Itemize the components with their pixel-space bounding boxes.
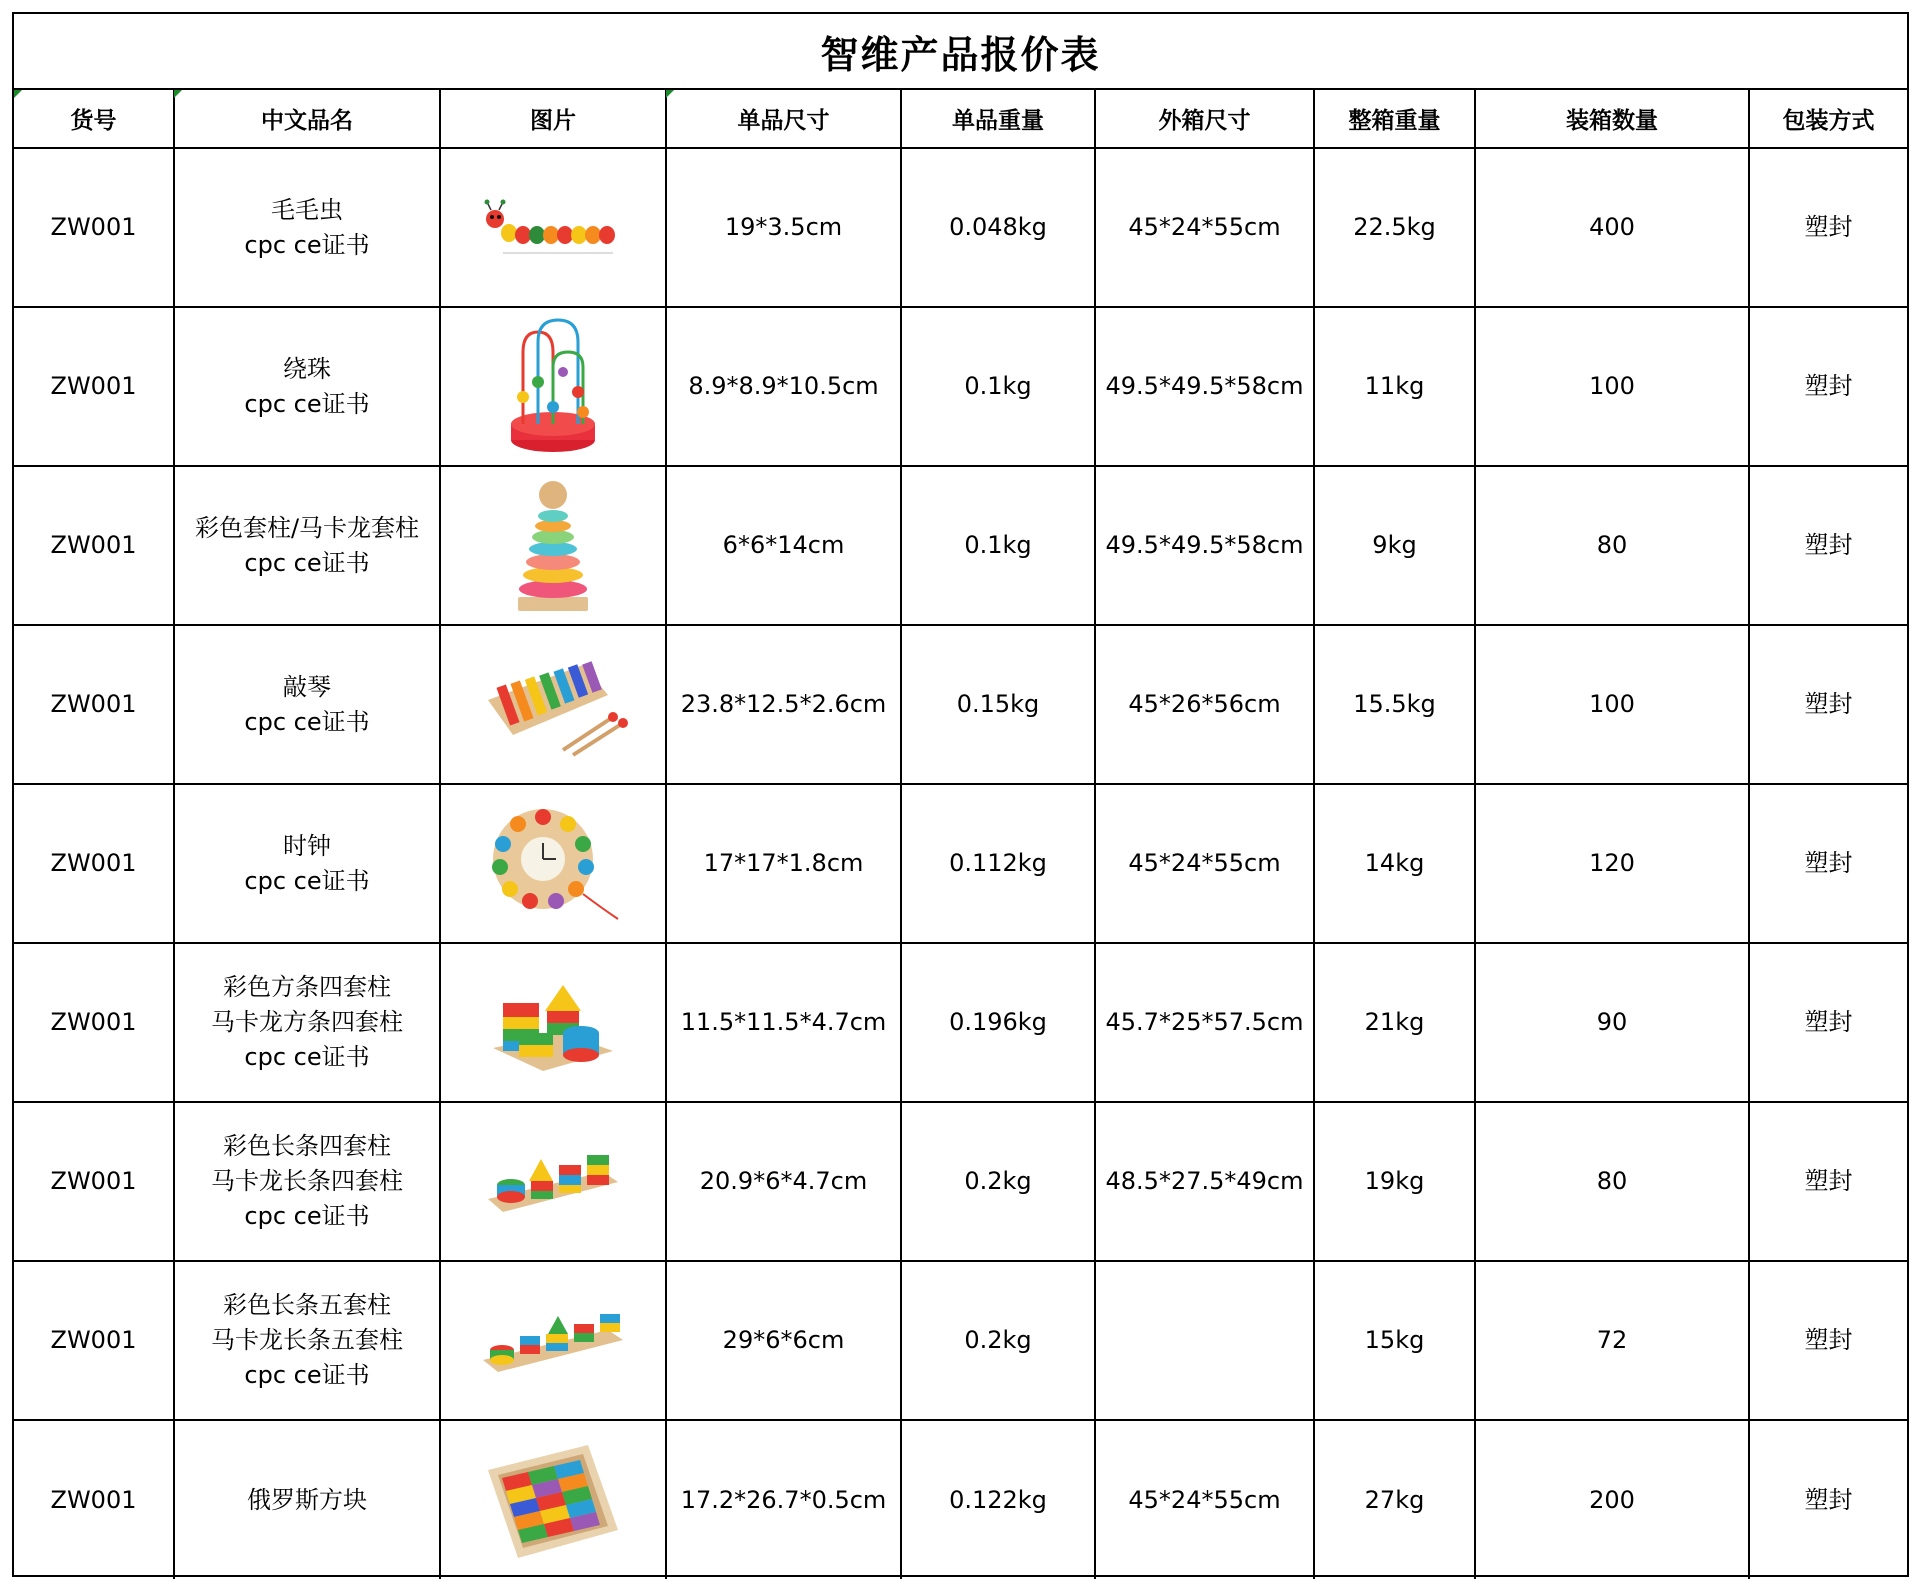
long-four-stacker-image xyxy=(441,1103,665,1260)
qty-cell: 120 xyxy=(1475,784,1749,943)
xylophone-toy-image xyxy=(441,626,665,783)
carton-weight-cell: 27kg xyxy=(1314,1420,1475,1579)
name-line: 彩色长条五套柱 xyxy=(223,1291,391,1319)
carton-size-cell: 49.5*49.5*58cm xyxy=(1095,307,1314,466)
packing-cell: 塑封 xyxy=(1749,1420,1907,1579)
item-weight-cell: 0.2kg xyxy=(901,1102,1095,1261)
packing-cell: 塑封 xyxy=(1749,307,1907,466)
header-name: 中文品名 xyxy=(174,90,440,148)
item-weight-cell: 0.048kg xyxy=(901,148,1095,307)
table-row xyxy=(14,466,1907,625)
name-line: cpc ce证书 xyxy=(244,1202,370,1230)
item-size-cell: 19*3.5cm xyxy=(666,148,901,307)
quote-sheet xyxy=(12,12,1909,1577)
name-line: 敲琴 xyxy=(283,672,331,701)
carton-weight-cell: 9kg xyxy=(1314,466,1475,625)
image-cell xyxy=(440,466,666,625)
packing-cell: 塑封 xyxy=(1749,625,1907,784)
carton-size-cell: 45.7*25*57.5cm xyxy=(1095,943,1314,1102)
table-row xyxy=(14,784,1907,943)
carton-size-cell: 45*24*55cm xyxy=(1095,1420,1314,1579)
qty-cell: 90 xyxy=(1475,943,1749,1102)
quote-table xyxy=(14,90,1907,1579)
name-line: 彩色方条四套柱 xyxy=(223,973,391,1001)
carton-weight-cell: 22.5kg xyxy=(1314,148,1475,307)
sku-cell: ZW001 xyxy=(14,148,174,307)
item-size-cell: 11.5*11.5*4.7cm xyxy=(666,943,901,1102)
item-weight-cell: 0.112kg xyxy=(901,784,1095,943)
carton-weight-cell: 15kg xyxy=(1314,1261,1475,1420)
name-line: cpc ce证书 xyxy=(244,866,370,895)
table-row xyxy=(14,625,1907,784)
carton-size-cell: 45*26*56cm xyxy=(1095,625,1314,784)
item-size-cell: 29*6*6cm xyxy=(666,1261,901,1420)
name-line: 毛毛虫 xyxy=(271,195,343,224)
carton-weight-cell: 21kg xyxy=(1314,943,1475,1102)
header-sku: 货号 xyxy=(14,90,174,148)
tetris-puzzle-image xyxy=(441,1421,665,1579)
name-line: cpc ce证书 xyxy=(244,1043,370,1071)
header-carton-weight: 整箱重量 xyxy=(1314,90,1475,148)
name-cell xyxy=(174,466,440,625)
name-line: cpc ce证书 xyxy=(244,230,370,259)
item-size-cell: 23.8*12.5*2.6cm xyxy=(666,625,901,784)
name-cell xyxy=(174,1102,440,1261)
cell-comment-marker xyxy=(14,90,22,98)
name-line: 马卡龙方条四套柱 xyxy=(211,1008,403,1036)
qty-cell: 80 xyxy=(1475,466,1749,625)
cell-comment-marker xyxy=(174,90,182,98)
carton-size-cell: 48.5*27.5*49cm xyxy=(1095,1102,1314,1261)
title-row xyxy=(14,14,1907,90)
table-row xyxy=(14,307,1907,466)
image-cell xyxy=(440,625,666,784)
packing-cell: 塑封 xyxy=(1749,466,1907,625)
sku-cell: ZW001 xyxy=(14,307,174,466)
image-cell xyxy=(440,1261,666,1420)
item-weight-cell: 0.122kg xyxy=(901,1420,1095,1579)
header-qty: 装箱数量 xyxy=(1475,90,1749,148)
packing-cell: 塑封 xyxy=(1749,1102,1907,1261)
image-cell xyxy=(440,148,666,307)
packing-cell: 塑封 xyxy=(1749,784,1907,943)
item-size-cell: 8.9*8.9*10.5cm xyxy=(666,307,901,466)
sku-cell: ZW001 xyxy=(14,1102,174,1261)
name-cell xyxy=(174,784,440,943)
carton-size-cell xyxy=(1095,1261,1314,1420)
header-packing: 包装方式 xyxy=(1749,90,1907,148)
table-row xyxy=(14,1420,1907,1579)
packing-cell: 塑封 xyxy=(1749,943,1907,1102)
item-size-cell: 6*6*14cm xyxy=(666,466,901,625)
sku-cell: ZW001 xyxy=(14,784,174,943)
carton-weight-cell: 14kg xyxy=(1314,784,1475,943)
qty-cell: 100 xyxy=(1475,307,1749,466)
table-row xyxy=(14,1261,1907,1420)
carton-weight-cell: 15.5kg xyxy=(1314,625,1475,784)
qty-cell: 100 xyxy=(1475,625,1749,784)
name-line: cpc ce证书 xyxy=(244,1361,370,1389)
name-cell xyxy=(174,148,440,307)
qty-cell: 72 xyxy=(1475,1261,1749,1420)
table-row xyxy=(14,943,1907,1102)
packing-cell: 塑封 xyxy=(1749,148,1907,307)
name-line: 时钟 xyxy=(283,831,331,860)
name-line: cpc ce证书 xyxy=(244,389,370,418)
name-line: 马卡龙长条四套柱 xyxy=(211,1167,403,1195)
long-five-stacker-image xyxy=(441,1262,665,1419)
caterpillar-toy-image xyxy=(441,149,665,306)
sku-cell: ZW001 xyxy=(14,466,174,625)
item-weight-cell: 0.2kg xyxy=(901,1261,1095,1420)
name-line: cpc ce证书 xyxy=(244,707,370,736)
item-weight-cell: 0.1kg xyxy=(901,466,1095,625)
name-cell xyxy=(174,1261,440,1420)
image-cell xyxy=(440,1102,666,1261)
sku-cell: ZW001 xyxy=(14,1420,174,1579)
name-cell xyxy=(174,625,440,784)
header-row xyxy=(14,90,1907,148)
page-title: 智维产品报价表 xyxy=(820,32,1101,77)
item-weight-cell: 0.15kg xyxy=(901,625,1095,784)
item-weight-cell: 0.196kg xyxy=(901,943,1095,1102)
cell-comment-marker xyxy=(666,90,674,98)
header-item-weight: 单品重量 xyxy=(901,90,1095,148)
qty-cell: 80 xyxy=(1475,1102,1749,1261)
qty-cell: 200 xyxy=(1475,1420,1749,1579)
name-line: cpc ce证书 xyxy=(244,548,370,577)
carton-size-cell: 45*24*55cm xyxy=(1095,148,1314,307)
square-four-stacker-image xyxy=(441,944,665,1101)
carton-size-cell: 49.5*49.5*58cm xyxy=(1095,466,1314,625)
sku-cell: ZW001 xyxy=(14,625,174,784)
image-cell xyxy=(440,943,666,1102)
clock-toy-image xyxy=(441,785,665,942)
item-weight-cell: 0.1kg xyxy=(901,307,1095,466)
carton-weight-cell: 11kg xyxy=(1314,307,1475,466)
item-size-cell: 17*17*1.8cm xyxy=(666,784,901,943)
name-line: 彩色套柱/马卡龙套柱 xyxy=(194,513,420,542)
image-cell xyxy=(440,1420,666,1579)
carton-size-cell: 45*24*55cm xyxy=(1095,784,1314,943)
name-line: 彩色长条四套柱 xyxy=(223,1132,391,1160)
item-size-cell: 17.2*26.7*0.5cm xyxy=(666,1420,901,1579)
name-cell xyxy=(174,1420,440,1579)
image-cell xyxy=(440,784,666,943)
header-carton-size: 外箱尺寸 xyxy=(1095,90,1314,148)
table-row xyxy=(14,148,1907,307)
name-line: 马卡龙长条五套柱 xyxy=(211,1326,403,1354)
name-line: 绕珠 xyxy=(283,354,331,383)
name-cell xyxy=(174,943,440,1102)
carton-weight-cell: 19kg xyxy=(1314,1102,1475,1261)
packing-cell: 塑封 xyxy=(1749,1261,1907,1420)
sku-cell: ZW001 xyxy=(14,943,174,1102)
image-cell xyxy=(440,307,666,466)
sku-cell: ZW001 xyxy=(14,1261,174,1420)
bead-maze-toy-image xyxy=(441,308,665,465)
name-line: 俄罗斯方块 xyxy=(247,1485,367,1514)
qty-cell: 400 xyxy=(1475,148,1749,307)
stacking-rings-toy-image xyxy=(441,467,665,624)
table-row xyxy=(14,1102,1907,1261)
name-cell xyxy=(174,307,440,466)
header-item-size: 单品尺寸 xyxy=(666,90,901,148)
item-size-cell: 20.9*6*4.7cm xyxy=(666,1102,901,1261)
header-image: 图片 xyxy=(440,90,666,148)
